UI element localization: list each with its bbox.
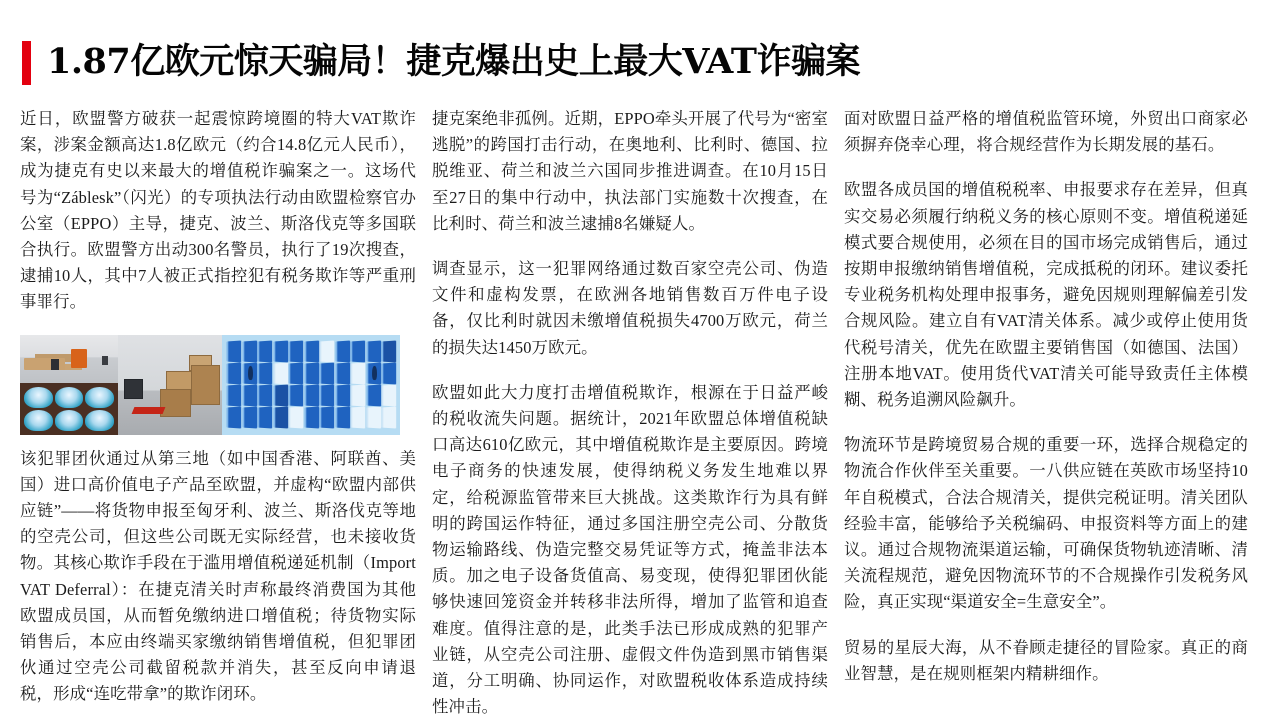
crystal-item xyxy=(24,387,53,408)
equipment-cart xyxy=(124,379,143,399)
headline xyxy=(22,34,1260,90)
paragraph: 近日，欧盟警方破获一起震惊跨境圈的特大VAT欺诈案，涉案金额高达1.8亿欧元（约合14.8亿元人民币），成为捷克有史以来最大的增值税诈骗案之一。这场代号为“Záblesk”（闪光）的专项执法行动由欧盟检察官办公室（EPPO）主导，捷克、波兰、斯洛伐克等多国联合执行。欧盟警方出动300名警员，执行了19次搜查，逮捕10人，其中7人被正式指控犯有税务欺诈等严重刑事罪行。 xyxy=(20,109,416,312)
door-icon xyxy=(320,385,334,407)
pallet-jack xyxy=(131,407,165,414)
seized-goods-image xyxy=(20,383,118,435)
door-icon xyxy=(242,407,256,429)
door-icon xyxy=(366,362,380,384)
warehouse-interior-image xyxy=(20,335,118,383)
door-icon xyxy=(304,385,318,407)
door-icon xyxy=(289,340,303,362)
door-icon xyxy=(242,340,256,362)
door-icon xyxy=(273,362,287,384)
door-icon xyxy=(273,407,287,429)
door-icon xyxy=(226,340,240,362)
door-icon xyxy=(289,362,303,384)
warehouse-boxes-image xyxy=(118,335,222,435)
paragraph: 捷克案绝非孤例。近期，EPPO牵头开展了代号为“密室逃脱”的跨国打击行动，在奥地利、比利时、德国、拉脱维亚、荷兰和波兰六国同步推进调查。在10月15日至27日的集中行动中，执法部门实施数十次搜查，在比利时、荷兰和波兰逮捕8名嫌疑人。 xyxy=(432,109,828,233)
door-icon xyxy=(366,385,380,407)
column-1 xyxy=(20,106,416,720)
door-icon xyxy=(226,407,240,429)
paragraph: 面对欧盟日益严格的增值税监管环境，外贸出口商家必须摒弃侥幸心理，将合规经营作为长期发展的基石。 xyxy=(844,109,1248,155)
door-icon xyxy=(382,385,396,407)
door-icon xyxy=(320,407,334,429)
door-icon xyxy=(258,407,272,429)
headline-accent-bar xyxy=(22,41,31,85)
door-icon xyxy=(382,340,396,362)
door-icon xyxy=(320,340,334,362)
cargo-photo xyxy=(118,335,222,435)
door-icon xyxy=(351,407,365,429)
paragraph: 贸易的星辰大海，从不眷顾走捷径的冒险家。真正的商业智慧，是在规则框架内精耕细作。 xyxy=(844,637,1248,683)
door-icon xyxy=(258,385,272,407)
door-icon xyxy=(351,385,365,407)
door-icon xyxy=(382,407,396,429)
door-icon xyxy=(366,407,380,429)
crystal-item xyxy=(55,387,84,408)
door-grid xyxy=(222,335,400,435)
paragraph: 物流环节是跨境贸易合规的重要一环，选择合规稳定的物流合作伙伴至关重要。一八供应链在英欧市场坚持10年自税模式，合法合规清关，提供完税证明。清关团队经验丰富，能够给予关税编码、申报资料等方面上的建议。通过合规物流渠道运输，可确保货物轨迹清晰、清关流程规范，避免因物流环节的不合规操作引发税务风险，真正实现“渠道安全=生意安全”。 xyxy=(844,435,1248,612)
door-icon xyxy=(273,385,287,407)
door-icon xyxy=(366,340,380,362)
door-icon xyxy=(335,385,349,407)
door-icon xyxy=(351,340,365,362)
door-icon xyxy=(335,407,349,429)
crystal-item xyxy=(85,387,114,408)
paragraph: 调查显示，这一犯罪网络通过数百家空壳公司、伪造文件和虚构发票，在欧洲各地销售数百万件电子设备，仅比利时就因未缴增值税损失4700万欧元，荷兰的损失达1450万欧元。 xyxy=(432,259,828,357)
door-icon xyxy=(258,362,272,384)
door-icon xyxy=(335,362,349,384)
door-icon xyxy=(226,362,240,384)
door-icon xyxy=(351,362,365,384)
door-icon xyxy=(320,362,334,384)
door-icon xyxy=(304,362,318,384)
door-icon xyxy=(289,407,303,429)
door-icon xyxy=(242,362,256,384)
paragraph: 欧盟如此大力度打击增值税欺诈，根源在于日益严峻的税收流失问题。据统计，2021年欧盟总体增值税缺口高达610亿欧元，其中增值税欺诈是主要原因。跨境电子商务的快速发展，使得纳税义务发生地难以界定，给税源监管带来巨大挑战。这类欺诈行为具有鲜明的跨国运作特征，通过多国注册空壳公司、分散货物运输路线、伪造完整交易凭证等方式，掩盖非法本质。加之电子设备货值高、易变现，使得犯罪团伙能够快速回笼资金并转移非法所得，增加了监管和追查难度。值得注意的是，此类手法已形成成熟的犯罪产业链，从空壳公司注册、虚假文件伪造到黑市销售渠道，分工明确、协同运作，对欧盟税收体系造成持续性冲击。 xyxy=(432,382,828,717)
door-icon xyxy=(226,385,240,407)
door-icon xyxy=(273,340,287,362)
article-figure xyxy=(20,335,400,435)
door-icon xyxy=(289,385,303,407)
paragraph: 欧盟各成员国的增值税税率、申报要求存在差异，但真实交易必须履行纳税义务的核心原则不变。增值税递延模式要合规使用，必须在目的国市场完成销售后，通过按期申报缴纳销售增值税，完成抵税的闭环。建议委托专业税务机构处理申报事务，避免因规则理解偏差引发合规风险。建立自有VAT清关体系。减少或停止使用货代税号清关，优先在欧盟主要销售国（如德国、法国）注册本地VAT。使用货代VAT清关可能导致责任主体模糊、税务追溯风险飙升。 xyxy=(844,180,1248,410)
warehouse-photo xyxy=(20,335,118,435)
crystal-item xyxy=(55,410,84,431)
door-icon xyxy=(335,340,349,362)
column-3 xyxy=(844,106,1248,720)
shell-company-doors-graphic xyxy=(222,335,400,435)
paragraph: 该犯罪团伙通过从第三地（如中国香港、阿联酋、美国）进口高价值电子产品至欧盟，并虚构“欧盟内部供应链”——将货物申报至匈牙利、波兰、斯洛伐克等地的空壳公司，但这些公司既无实际经营，也未接收货物。其核心欺诈手段在于滥用增值税递延机制（Import VAT Deferral）：在捷克清关时声称最终消费国为其他欧盟成员国，从而暂免缴纳进口增值税；待货物实际销售后，本应由终端买家缴纳销售增值税，但犯罪团伙通过空壳公司截留税款并消失，甚至反向申请退税，形成“连吃带拿”的欺诈闭环。 xyxy=(20,448,416,704)
door-icon xyxy=(242,385,256,407)
person-silhouette-icon xyxy=(372,365,377,380)
crystal-item xyxy=(24,410,53,431)
door-icon xyxy=(304,340,318,362)
article-columns xyxy=(20,106,1264,720)
door-icon xyxy=(304,407,318,429)
person-silhouette-icon xyxy=(247,365,252,380)
cardboard-box xyxy=(191,365,220,405)
page-title: 1.87亿欧元惊天骗局！捷克爆出史上最大VAT诈骗案 xyxy=(47,41,860,82)
door-icon xyxy=(258,340,272,362)
column-2 xyxy=(432,106,828,720)
door-icon xyxy=(382,362,396,384)
crystal-item xyxy=(85,410,114,431)
cardboard-box xyxy=(160,389,191,417)
